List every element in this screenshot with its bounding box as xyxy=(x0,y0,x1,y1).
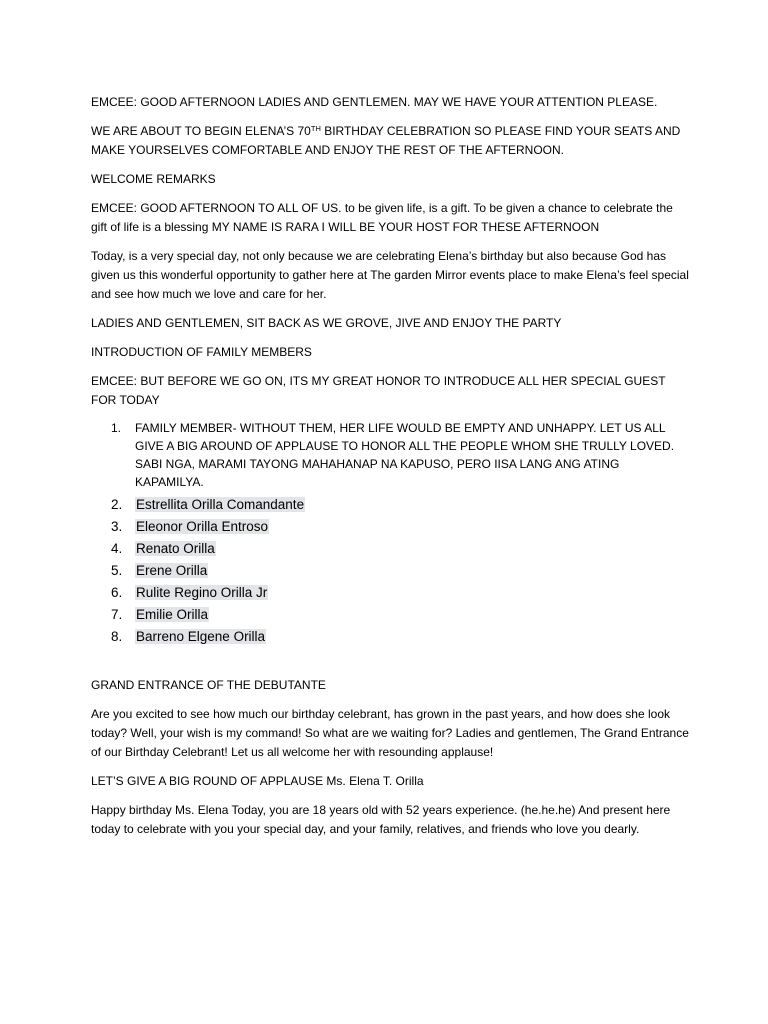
heading-family-introduction: INTRODUCTION OF FAMILY MEMBERS xyxy=(91,345,312,359)
entrance-paragraph: Are you excited to see how much our birthday celebrant, has grown in the past years, and how does she look today? Well, your wish is my command! So what are we waiting for? Ladies and gentlemen, The Grand Entrance of our Birthday Celebrant! Let us all welcome her with resounding applause! xyxy=(91,707,689,759)
guest-name: Emilie Orilla xyxy=(136,607,209,622)
party-announcement: LADIES AND GENTLEMEN, SIT BACK AS WE GROVE, JIVE AND ENJOY THE PARTY xyxy=(91,316,562,330)
birthday-greeting: Happy birthday Ms. Elena Today, you are 18 years old with 52 years experience. (he.he.he) And present here today to celebrate with you your special day, and your family, relatives, and friends who love you dearly. xyxy=(91,803,671,836)
list-item xyxy=(91,626,691,647)
list-item xyxy=(91,419,691,491)
list-number: 8. xyxy=(111,629,123,644)
list-number: 3. xyxy=(111,519,123,534)
list-number: 1. xyxy=(111,421,122,435)
list-number: 5. xyxy=(111,563,123,578)
list-item-text: FAMILY MEMBER- WITHOUT THEM, HER LIFE WOULD BE EMPTY AND UNHAPPY. LET US ALL GIVE A BIG AROUND OF APPLAUSE TO HONOR ALL THE PEOPLE WHOM SHE TRULLY LOVED. SABI NGA, MARAMI TAYONG MAHAHANAP NA KAPUSO, PERO IISA LANG ANG ATING KAPAMILYA. xyxy=(135,421,675,489)
list-number: 6. xyxy=(111,585,123,600)
heading-grand-entrance: GRAND ENTRANCE OF THE DEBUTANTE xyxy=(91,678,326,692)
list-item xyxy=(91,582,691,603)
emcee-introduction: EMCEE: BUT BEFORE WE GO ON, ITS MY GREAT HONOR TO INTRODUCE ALL HER SPECIAL GUEST FOR TODAY xyxy=(91,374,666,407)
list-number: 7. xyxy=(111,607,123,622)
guest-name: Erene Orilla xyxy=(136,563,208,578)
document-body xyxy=(91,93,691,839)
celebration-announcement xyxy=(91,122,691,160)
list-item xyxy=(91,494,691,515)
list-number: 2. xyxy=(111,497,123,512)
special-day-paragraph: Today, is a very special day, not only because we are celebrating Elena’s birthday but also because God has given us this wonderful opportunity to gather here at The garden Mirror events place to make Elena’s feel special and see how much we love and care for her. xyxy=(91,249,689,301)
list-item xyxy=(91,604,691,625)
list-item xyxy=(91,560,691,581)
emcee-welcome: EMCEE: GOOD AFTERNOON TO ALL OF US. to be given life, is a gift. To be given a chance to celebrate the gift of life is a blessing MY NAME IS RARA I WILL BE YOUR HOST FOR THESE AFTERNOON xyxy=(91,201,673,234)
family-member-list xyxy=(91,419,691,647)
list-item xyxy=(91,538,691,559)
list-number: 4. xyxy=(111,541,123,556)
list-item xyxy=(91,516,691,537)
announcement-text-end: BIRTHDAY CELEBRATION SO PLEASE FIND YOUR SEATS AND MAKE YOURSELVES COMFORTABLE AND ENJOY THE REST OF THE AFTERNOON. xyxy=(91,124,681,157)
ordinal-suffix: TH xyxy=(310,124,321,133)
emcee-greeting: EMCEE: GOOD AFTERNOON LADIES AND GENTLEMEN. MAY WE HAVE YOUR ATTENTION PLEASE. xyxy=(91,95,658,109)
heading-welcome-remarks: WELCOME REMARKS xyxy=(91,172,216,186)
applause-call: LET’S GIVE A BIG ROUND OF APPLAUSE Ms. Elena T. Orilla xyxy=(91,774,424,788)
guest-name: Barreno Elgene Orilla xyxy=(136,629,266,644)
guest-name: Rulite Regino Orilla Jr xyxy=(136,585,268,600)
guest-name: Estrellita Orilla Comandante xyxy=(136,497,305,512)
announcement-text-start: WE ARE ABOUT TO BEGIN ELENA’S 70 xyxy=(91,124,311,138)
guest-name: Eleonor Orilla Entroso xyxy=(136,519,269,534)
guest-name: Renato Orilla xyxy=(136,541,215,556)
